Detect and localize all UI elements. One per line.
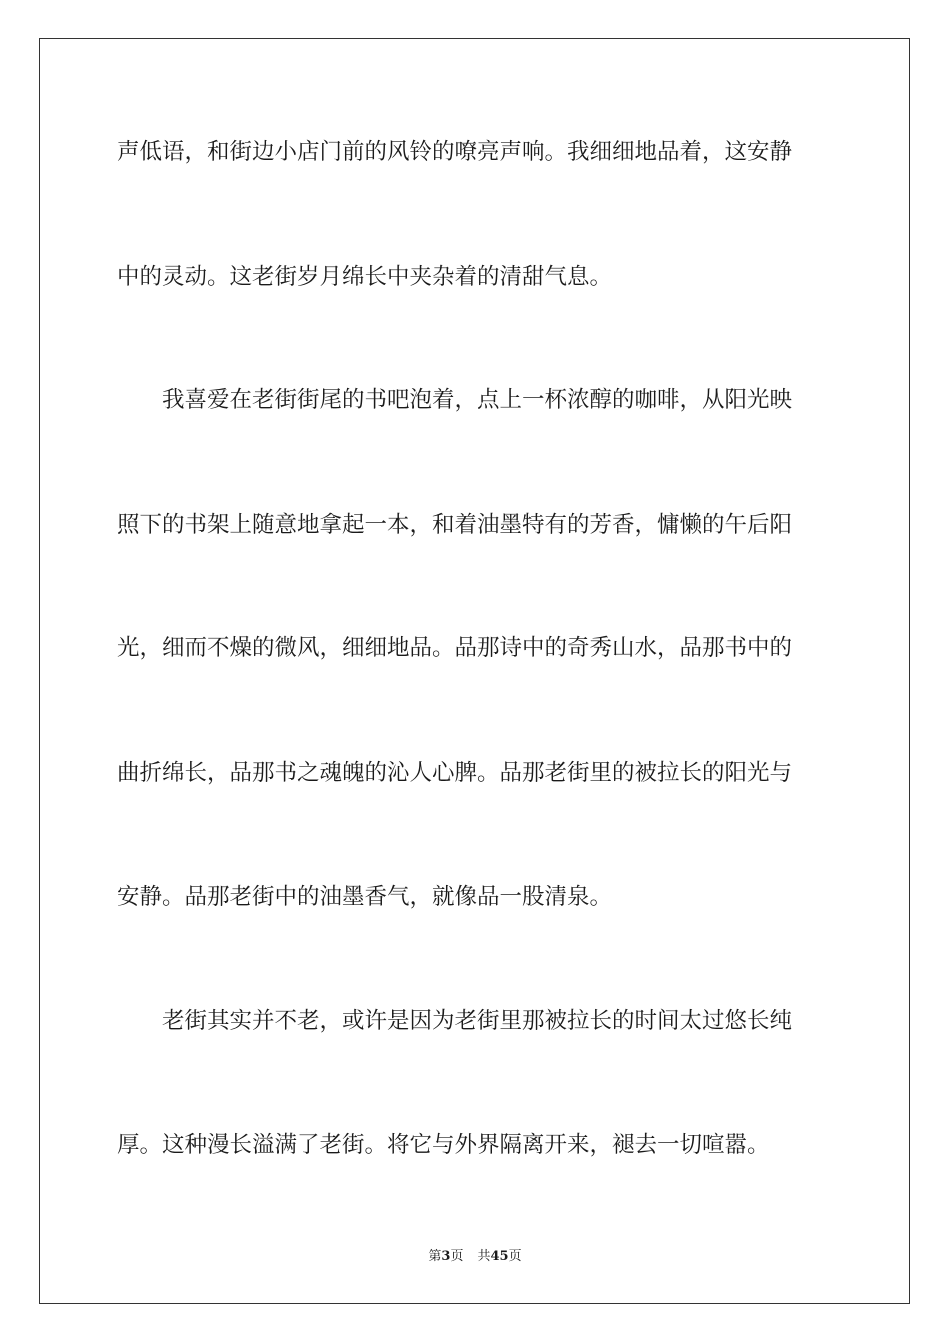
paragraph-line: 厚。这种漫长溢满了老街。将它与外界隔离开来，褪去一切喧嚣。 bbox=[117, 1132, 770, 1158]
paragraph-line: 老街其实并不老，或许是因为老街里那被拉长的时间太过悠长纯 bbox=[117, 1008, 793, 1034]
page-suffix: 页 bbox=[450, 1249, 464, 1264]
paragraph-line: 安静。品那老街中的油墨香气，就像品一股清泉。 bbox=[117, 884, 613, 910]
paragraph-line: 中的灵动。这老街岁月绵长中夹杂着的清甜气息。 bbox=[117, 264, 613, 290]
paragraph-line: 声低语，和街边小店门前的风铃的嘹亮声响。我细细地品着，这安静 bbox=[117, 139, 793, 165]
paragraph-line: 照下的书架上随意地拿起一本，和着油墨特有的芳香，慵懒的午后阳 bbox=[117, 512, 793, 538]
total-prefix: 共 bbox=[477, 1249, 491, 1264]
page-footer bbox=[0, 1248, 950, 1266]
paragraph-line: 光，细而不燥的微风，细细地品。品那诗中的奇秀山水，品那书中的 bbox=[117, 635, 793, 661]
page-number: 3 bbox=[441, 1249, 451, 1264]
page-border bbox=[39, 38, 910, 1304]
total-suffix: 页 bbox=[508, 1249, 522, 1264]
paragraph-line: 曲折绵长，品那书之魂魄的沁人心脾。品那老街里的被拉长的阳光与 bbox=[117, 760, 793, 786]
paragraph-line: 我喜爱在老街街尾的书吧泡着，点上一杯浓醇的咖啡，从阳光映 bbox=[117, 387, 793, 413]
page-prefix: 第 bbox=[428, 1249, 442, 1264]
total-pages: 45 bbox=[490, 1249, 509, 1264]
